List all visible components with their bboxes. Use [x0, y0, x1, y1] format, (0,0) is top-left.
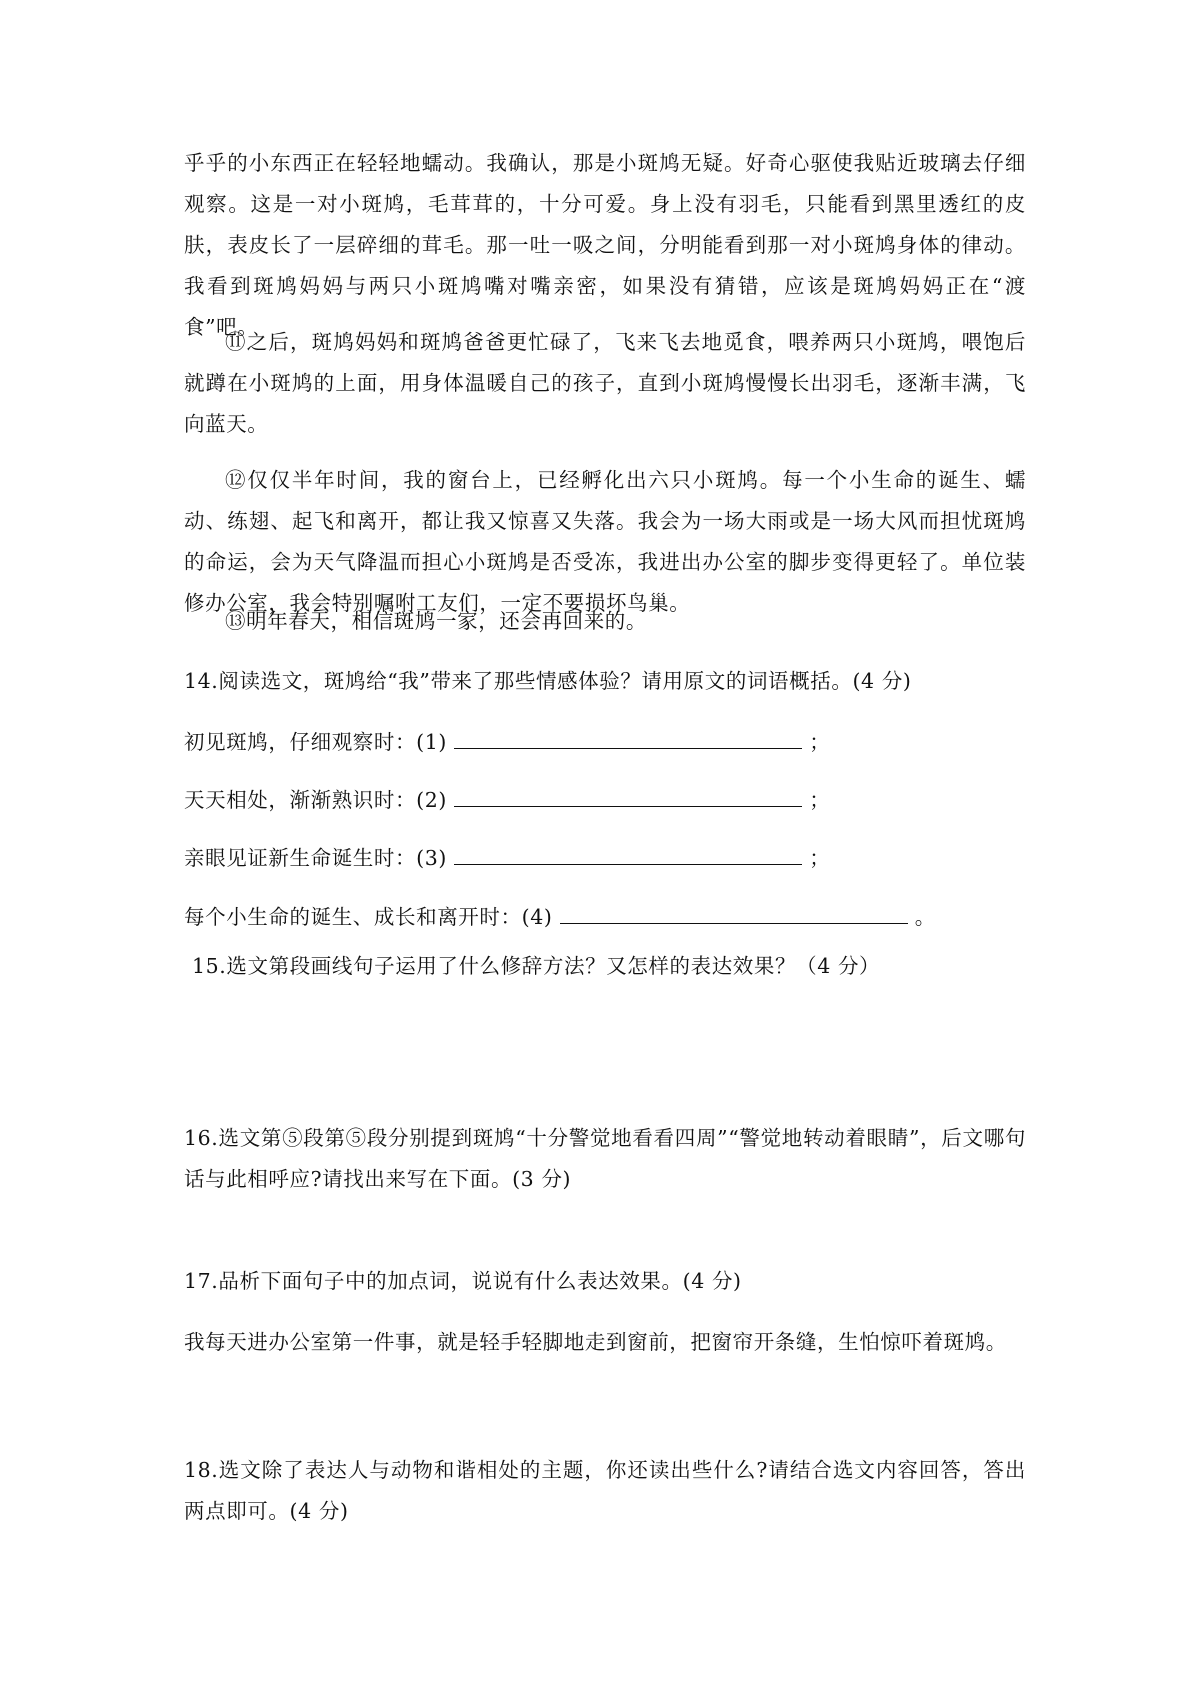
- answer-blank-2[interactable]: [454, 788, 802, 807]
- question-14-stem: 14.阅读选文，斑鸠给“我”带来了那些情感体验？请用原文的词语概括。(4 分): [184, 669, 912, 693]
- question-17-stem: 17.品析下面句子中的加点词，说说有什么表达效果。(4 分): [184, 1269, 742, 1293]
- question-14-item-1-end: ；: [809, 730, 831, 754]
- answer-blank-1[interactable]: [454, 730, 802, 749]
- passage-paragraph-13: ⑬明年春天，相信斑鸠一家，还会再回来的。: [225, 609, 647, 633]
- question-14-item-2-end: ；: [809, 788, 831, 812]
- question-14-item-4-end: 。: [914, 905, 936, 929]
- question-14-item-3: [184, 843, 1084, 873]
- question-14-item-2-label: 天天相处，渐渐熟识时：(2): [184, 788, 447, 812]
- question-16-stem: 16.选文第⑤段第⑤段分别提到斑鸠“十分警觉地看看四周”“警觉地转动着眼睛”，后文哪句话与此相呼应?请找出来写在下面。(3 分): [184, 1126, 1026, 1191]
- question-14-item-4: [184, 902, 1084, 932]
- question-14-item-3-end: ；: [809, 846, 831, 870]
- question-14-item-2: [184, 785, 1084, 815]
- answer-blank-3[interactable]: [454, 846, 802, 865]
- question-14-item-3-label: 亲眼见证新生命诞生时：(3): [184, 846, 447, 870]
- question-17-sentence: 我每天进办公室第一件事，就是轻手轻脚地走到窗前，把窗帘开条缝，生怕惊吓着斑鸠。: [184, 1330, 1007, 1354]
- answer-blank-4[interactable]: [560, 905, 908, 924]
- question-14-item-1-label: 初见斑鸠，仔细观察时：(1): [184, 730, 447, 754]
- passage-paragraph-continued: 乎乎的小东西正在轻轻地蠕动。我确认，那是小斑鸠无疑。好奇心驱使我贴近玻璃去仔细观察。这是一对小斑鸠，毛茸茸的，十分可爱。身上没有羽毛，只能看到黑里透红的皮肤，表皮长了一层碎细的茸毛。那一吐一吸之间，分明能看到那一对小斑鸠身体的律动。我看到斑鸠妈妈与两只小斑鸠嘴对嘴亲密，如果没有猜错，应该是斑鸠妈妈正在“渡食”吧。: [184, 151, 1026, 339]
- passage-paragraph-12: ⑫仅仅半年时间，我的窗台上，已经孵化出六只小斑鸠。每一个小生命的诞生、蠕动、练翅、起飞和离开，都让我又惊喜又失落。我会为一场大雨或是一场大风而担忧斑鸠的命运，会为天气降温而担心小斑鸠是否受冻，我进出办公室的脚步变得更轻了。单位装修办公室，我会特别嘱咐工友们，一定不要损坏鸟巢。: [184, 468, 1026, 615]
- question-15-stem: 15.选文第段画线句子运用了什么修辞方法？又怎样的表达效果？（4 分）: [192, 954, 881, 978]
- question-14-item-4-label: 每个小生命的诞生、成长和离开时：(4): [184, 905, 553, 929]
- question-18-stem: 18.选文除了表达人与动物和谐相处的主题，你还读出些什么?请结合选文内容回答，答出两点即可。(4 分): [184, 1458, 1026, 1523]
- passage-paragraph-11: ⑪之后，斑鸠妈妈和斑鸠爸爸更忙碌了，飞来飞去地觅食，喂养两只小斑鸠，喂饱后就蹲在小斑鸠的上面，用身体温暖自己的孩子，直到小斑鸠慢慢长出羽毛，逐渐丰满，飞向蓝天。: [184, 330, 1026, 436]
- question-14-item-1: [184, 727, 1084, 757]
